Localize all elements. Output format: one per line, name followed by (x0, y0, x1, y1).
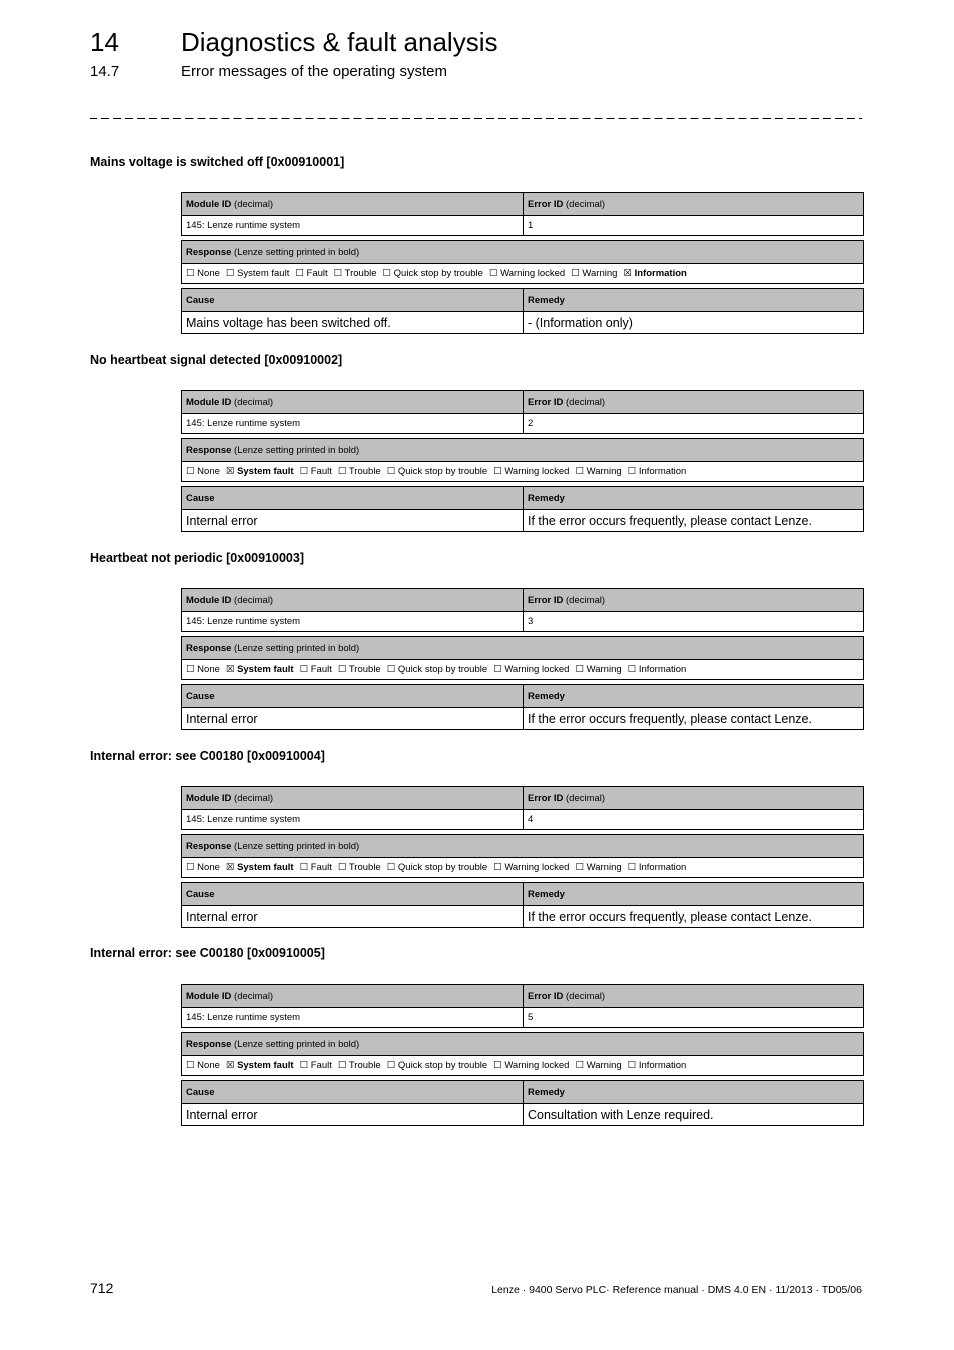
checkbox-icon: ☒ (225, 664, 235, 675)
checkbox-icon: ☐ (627, 664, 637, 675)
response-option (226, 466, 294, 477)
cause-remedy-table (181, 882, 864, 928)
checkbox-icon: ☐ (627, 862, 637, 873)
cause-value: Internal error (182, 906, 524, 928)
response-option-label: Trouble (348, 862, 381, 873)
response-option-label: Warning (586, 664, 622, 675)
checkbox-icon: ☐ (386, 466, 396, 477)
cause-header: Cause (182, 289, 524, 312)
response-option (628, 1060, 687, 1071)
module-table (181, 588, 864, 632)
module-id-value: 145: Lenze runtime system (182, 216, 524, 236)
checkbox-icon: ☐ (186, 664, 195, 675)
error-id-header: Error ID (decimal) (524, 589, 864, 612)
cause-remedy-table (181, 486, 864, 532)
error-title: Internal error: see C00180 [0x00910005] (90, 946, 325, 960)
checkbox-icon: ☒ (225, 862, 235, 873)
error-block (181, 192, 864, 334)
response-option (489, 268, 565, 279)
response-option (575, 862, 621, 873)
response-option-label: Information (638, 664, 687, 675)
error-block (181, 588, 864, 730)
remedy-value: - (Information only) (524, 312, 864, 334)
response-option (186, 1060, 220, 1071)
response-option (334, 268, 377, 279)
response-option (300, 862, 332, 873)
chapter-title: Diagnostics & fault analysis (181, 27, 498, 57)
checkbox-icon: ☐ (575, 466, 584, 477)
checkbox-icon: ☐ (386, 1060, 396, 1071)
checkbox-icon: ☐ (488, 268, 498, 279)
response-option (186, 268, 220, 279)
header-divider (90, 118, 862, 119)
error-block (181, 984, 864, 1126)
response-option (226, 268, 289, 279)
response-option (338, 664, 381, 675)
cause-value: Mains voltage has been switched off. (182, 312, 524, 334)
cause-remedy-table (181, 684, 864, 730)
checkbox-icon: ☐ (575, 862, 584, 873)
response-option-label: Warning locked (500, 268, 566, 279)
error-title: Internal error: see C00180 [0x00910004] (90, 749, 325, 763)
response-option-label: None (197, 268, 220, 279)
cause-header: Cause (182, 1081, 524, 1104)
checkbox-icon: ☐ (186, 1060, 195, 1071)
error-id-value: 5 (524, 1008, 864, 1028)
checkbox-icon: ☐ (493, 664, 502, 675)
checkbox-icon: ☒ (623, 268, 632, 279)
module-id-header: Module ID (decimal) (182, 391, 524, 414)
remedy-header: Remedy (524, 883, 864, 906)
error-id-value: 2 (524, 414, 864, 434)
cause-value: Internal error (182, 1104, 524, 1126)
response-table (181, 1032, 864, 1076)
response-option-label: Warning locked (504, 1060, 570, 1071)
response-option (338, 862, 381, 873)
module-id-value: 145: Lenze runtime system (182, 1008, 524, 1028)
checkbox-icon: ☐ (575, 1060, 584, 1071)
response-option (338, 466, 381, 477)
response-option-label: Fault (310, 862, 332, 873)
response-option-label: Quick stop by trouble (397, 862, 488, 873)
error-title: Heartbeat not periodic [0x00910003] (90, 551, 304, 565)
cause-remedy-table (181, 288, 864, 334)
error-id-value: 3 (524, 612, 864, 632)
checkbox-icon: ☐ (337, 1060, 347, 1071)
response-option (493, 664, 569, 675)
error-block (181, 390, 864, 532)
response-option (493, 1060, 569, 1071)
response-option-label: Trouble (348, 466, 381, 477)
module-table (181, 984, 864, 1028)
checkbox-icon: ☐ (493, 1060, 502, 1071)
checkbox-icon: ☐ (299, 862, 309, 873)
remedy-value: If the error occurs frequently, please contact Lenze. (524, 906, 864, 928)
cause-header: Cause (182, 685, 524, 708)
response-option-label: System fault (237, 1060, 294, 1071)
response-option-label: Fault (310, 1060, 332, 1071)
response-table (181, 438, 864, 482)
response-option (493, 466, 569, 477)
response-table (181, 636, 864, 680)
remedy-value: Consultation with Lenze required. (524, 1104, 864, 1126)
checkbox-icon: ☐ (627, 1060, 637, 1071)
response-option (493, 862, 569, 873)
module-table (181, 786, 864, 830)
response-option (571, 268, 617, 279)
chapter-number: 14 (90, 27, 119, 57)
module-id-header: Module ID (decimal) (182, 193, 524, 216)
module-id-header: Module ID (decimal) (182, 787, 524, 810)
response-option-label: Quick stop by trouble (397, 664, 488, 675)
response-option-label: Warning locked (504, 862, 570, 873)
checkbox-icon: ☒ (225, 466, 235, 477)
section-number: 14.7 (90, 63, 120, 80)
response-option-label: Fault (310, 466, 332, 477)
error-id-value: 4 (524, 810, 864, 830)
checkbox-icon: ☐ (337, 664, 347, 675)
response-header: Response (Lenze setting printed in bold) (182, 637, 864, 660)
checkbox-icon: ☐ (186, 862, 195, 873)
checkbox-icon: ☐ (337, 862, 347, 873)
response-option-label: Fault (306, 268, 328, 279)
cause-value: Internal error (182, 510, 524, 532)
response-header: Response (Lenze setting printed in bold) (182, 241, 864, 264)
page-number: 712 (90, 1280, 114, 1296)
response-option-label: Quick stop by trouble (397, 1060, 488, 1071)
response-option-label: None (197, 1060, 220, 1071)
error-title: No heartbeat signal detected [0x00910002] (90, 353, 343, 367)
error-id-header: Error ID (decimal) (524, 193, 864, 216)
checkbox-icon: ☐ (295, 268, 304, 279)
response-options (182, 1056, 864, 1076)
response-option-label: Warning (586, 466, 622, 477)
module-id-header: Module ID (decimal) (182, 589, 524, 612)
response-options (182, 264, 864, 284)
response-option (623, 268, 686, 279)
error-block (181, 786, 864, 928)
cause-header: Cause (182, 487, 524, 510)
response-option-label: Quick stop by trouble (397, 466, 488, 477)
checkbox-icon: ☐ (382, 268, 392, 279)
response-option (628, 664, 687, 675)
response-option (186, 862, 220, 873)
response-option-label: None (197, 466, 220, 477)
error-id-header: Error ID (decimal) (524, 391, 864, 414)
response-option-label: Information (634, 268, 687, 279)
module-id-value: 145: Lenze runtime system (182, 414, 524, 434)
response-option (300, 466, 332, 477)
section-title: Error messages of the operating system (181, 63, 447, 80)
response-options (182, 660, 864, 680)
response-option (387, 664, 487, 675)
module-id-value: 145: Lenze runtime system (182, 810, 524, 830)
remedy-header: Remedy (524, 487, 864, 510)
error-id-value: 1 (524, 216, 864, 236)
response-option (387, 466, 487, 477)
checkbox-icon: ☐ (299, 1060, 309, 1071)
response-option (387, 1060, 487, 1071)
response-option (383, 268, 483, 279)
checkbox-icon: ☐ (493, 466, 502, 477)
document-info: Lenze · 9400 Servo PLC· Reference manual · DMS 4.0 EN · 11/2013 · TD05/06 (491, 1284, 862, 1296)
checkbox-icon: ☒ (225, 1060, 235, 1071)
checkbox-icon: ☐ (337, 466, 347, 477)
response-option-label: System fault (237, 268, 290, 279)
response-option-label: Trouble (344, 268, 377, 279)
response-option (575, 1060, 621, 1071)
response-option (186, 466, 220, 477)
remedy-header: Remedy (524, 1081, 864, 1104)
remedy-header: Remedy (524, 685, 864, 708)
response-option-label: Warning locked (504, 466, 570, 477)
response-header: Response (Lenze setting printed in bold) (182, 1033, 864, 1056)
response-header: Response (Lenze setting printed in bold) (182, 439, 864, 462)
checkbox-icon: ☐ (186, 466, 195, 477)
module-table (181, 390, 864, 434)
response-option-label: Warning locked (504, 664, 570, 675)
checkbox-icon: ☐ (571, 268, 580, 279)
cause-header: Cause (182, 883, 524, 906)
response-option-label: Information (638, 862, 687, 873)
response-option-label: System fault (237, 664, 294, 675)
response-option-label: Information (638, 1060, 687, 1071)
checkbox-icon: ☐ (186, 268, 195, 279)
cause-value: Internal error (182, 708, 524, 730)
response-option-label: None (197, 664, 220, 675)
checkbox-icon: ☐ (493, 862, 502, 873)
cause-remedy-table (181, 1080, 864, 1126)
response-options (182, 462, 864, 482)
response-option (300, 1060, 332, 1071)
checkbox-icon: ☐ (333, 268, 343, 279)
response-options (182, 858, 864, 878)
remedy-value: If the error occurs frequently, please contact Lenze. (524, 510, 864, 532)
checkbox-icon: ☐ (575, 664, 584, 675)
error-title: Mains voltage is switched off [0x00910001] (90, 155, 345, 169)
response-option (226, 664, 294, 675)
module-id-header: Module ID (decimal) (182, 985, 524, 1008)
response-option (338, 1060, 381, 1071)
response-option-label: Information (638, 466, 687, 477)
response-option-label: Trouble (348, 664, 381, 675)
error-id-header: Error ID (decimal) (524, 985, 864, 1008)
response-option (575, 664, 621, 675)
response-option-label: Trouble (348, 1060, 381, 1071)
response-option-label: None (197, 862, 220, 873)
checkbox-icon: ☐ (225, 268, 235, 279)
response-option-label: Warning (586, 862, 622, 873)
response-option-label: System fault (237, 862, 294, 873)
response-option (628, 862, 687, 873)
remedy-header: Remedy (524, 289, 864, 312)
response-option (300, 664, 332, 675)
response-option-label: Warning (586, 1060, 622, 1071)
response-option (226, 862, 294, 873)
response-option (295, 268, 327, 279)
response-option (575, 466, 621, 477)
checkbox-icon: ☐ (299, 466, 309, 477)
response-table (181, 834, 864, 878)
module-id-value: 145: Lenze runtime system (182, 612, 524, 632)
response-option-label: Fault (310, 664, 332, 675)
response-option (628, 466, 687, 477)
response-option-label: System fault (237, 466, 294, 477)
checkbox-icon: ☐ (386, 664, 396, 675)
checkbox-icon: ☐ (299, 664, 309, 675)
remedy-value: If the error occurs frequently, please contact Lenze. (524, 708, 864, 730)
response-option (387, 862, 487, 873)
checkbox-icon: ☐ (627, 466, 637, 477)
response-option-label: Warning (582, 268, 618, 279)
checkbox-icon: ☐ (386, 862, 396, 873)
response-table (181, 240, 864, 284)
response-option-label: Quick stop by trouble (393, 268, 483, 279)
response-option (226, 1060, 294, 1071)
response-header: Response (Lenze setting printed in bold) (182, 835, 864, 858)
response-option (186, 664, 220, 675)
module-table (181, 192, 864, 236)
error-id-header: Error ID (decimal) (524, 787, 864, 810)
